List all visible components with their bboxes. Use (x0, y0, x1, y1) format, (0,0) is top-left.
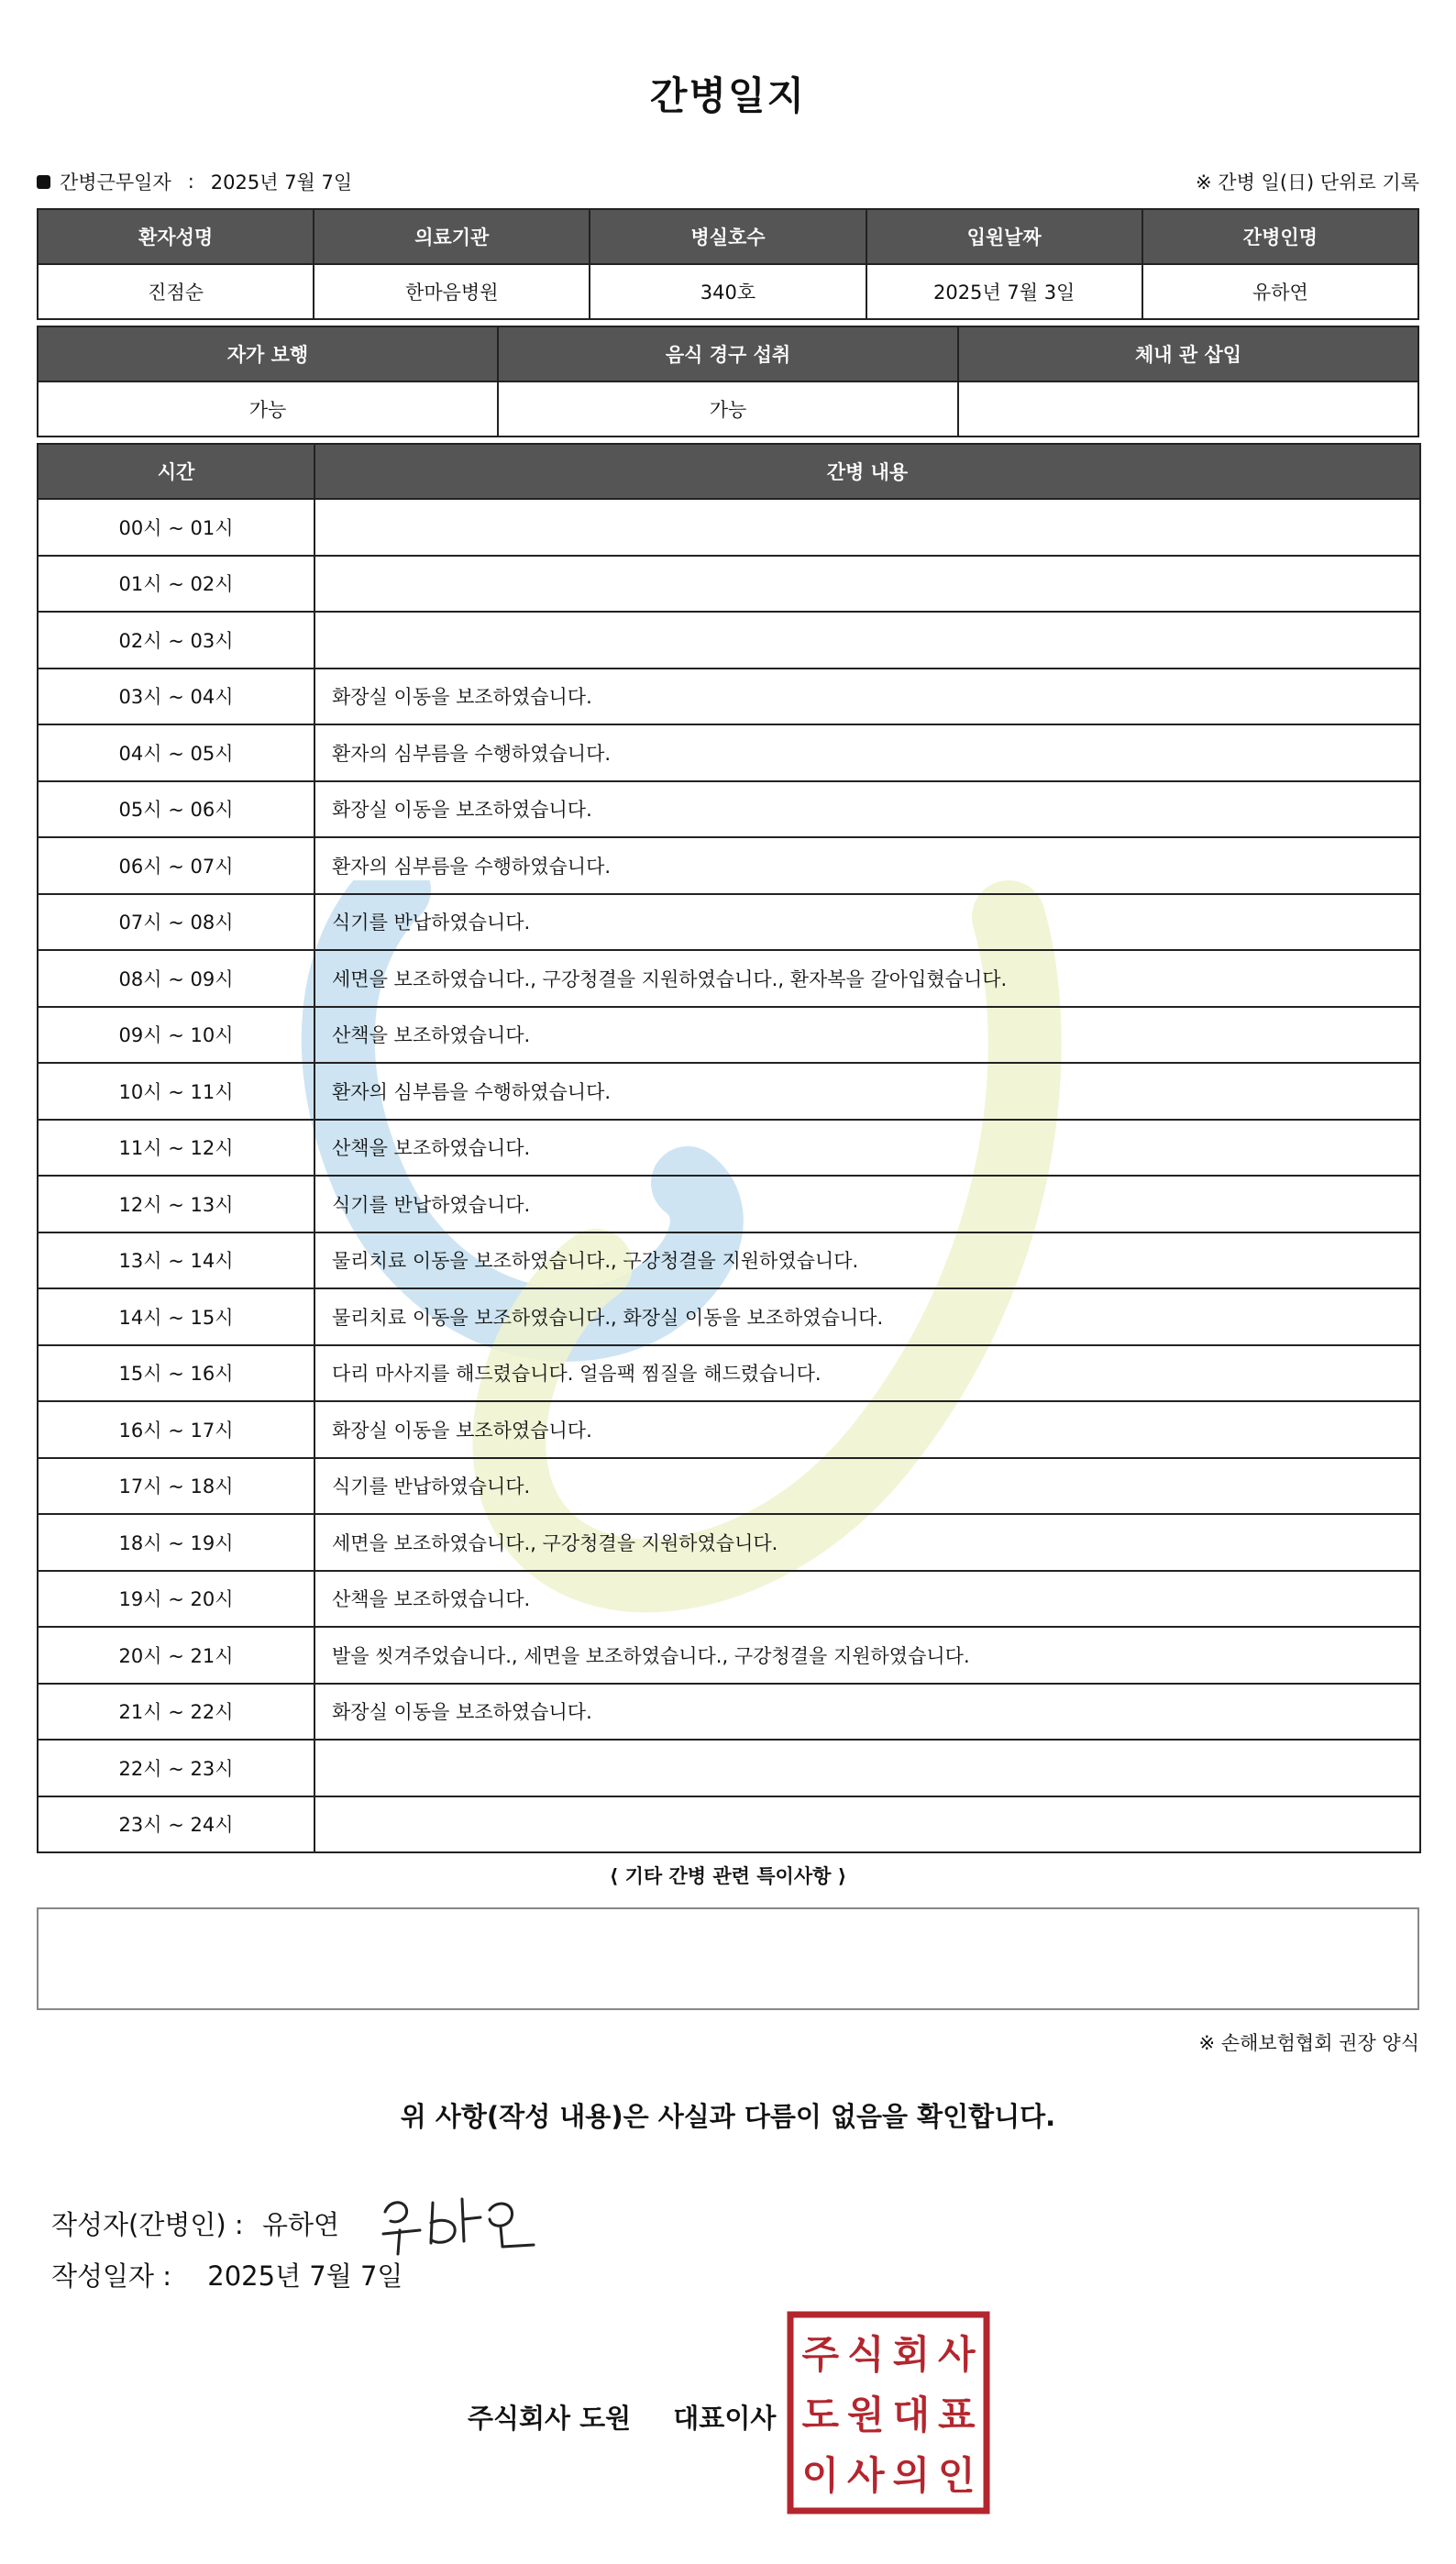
seal-char: 식 (846, 2332, 885, 2377)
seal-char: 대 (892, 2393, 931, 2437)
schedule-row (38, 1345, 1420, 1402)
schedule-time: 10시 ~ 11시 (38, 1063, 314, 1120)
schedule-row (38, 781, 1420, 838)
schedule-row (38, 499, 1420, 556)
confirmation-statement: 위 사항(작성 내용)은 사실과 다름이 없음을 확인합니다. (400, 2101, 1056, 2132)
schedule-time: 16시 ~ 17시 (38, 1401, 314, 1458)
schedule-content: 식기를 반납하였습니다. (314, 1176, 1420, 1232)
schedule-row (38, 1796, 1420, 1853)
schedule-time: 20시 ~ 21시 (38, 1627, 314, 1684)
schedule-time: 08시 ~ 09시 (38, 950, 314, 1007)
schedule-time: 23시 ~ 24시 (38, 1796, 314, 1853)
schedule-time: 05시 ~ 06시 (38, 781, 314, 838)
schedule-time: 03시 ~ 04시 (38, 669, 314, 725)
schedule-content: 식기를 반납하였습니다. (314, 1458, 1420, 1515)
schedule-row (38, 556, 1420, 613)
schedule-content: 식기를 반납하였습니다. (314, 894, 1420, 951)
schedule-content: 산책을 보조하였습니다. (314, 1571, 1420, 1628)
schedule-row (38, 1684, 1420, 1741)
tube-insertion (958, 381, 1418, 437)
schedule-content: 산책을 보조하였습니다. (314, 1007, 1420, 1064)
schedule-content: 화장실 이동을 보조하였습니다. (314, 669, 1420, 725)
schedule-time: 17시 ~ 18시 (38, 1458, 314, 1515)
schedule-time: 18시 ~ 19시 (38, 1514, 314, 1571)
seal-char: 사 (846, 2453, 885, 2498)
schedule-time: 15시 ~ 16시 (38, 1345, 314, 1402)
header-patient-name: 환자성명 (38, 209, 314, 264)
schedule-time: 14시 ~ 15시 (38, 1288, 314, 1345)
schedule-time: 21시 ~ 22시 (38, 1684, 314, 1741)
writer-signature (372, 2186, 546, 2260)
schedule-row (38, 1458, 1420, 1515)
seal-char: 주 (801, 2332, 840, 2377)
care-schedule-table (37, 443, 1421, 1853)
header-admission-date: 입원날짜 (866, 209, 1142, 264)
schedule-time: 00시 ~ 01시 (38, 499, 314, 556)
written-date-row (51, 2256, 403, 2293)
schedule-time: 04시 ~ 05시 (38, 724, 314, 781)
schedule-time: 07시 ~ 08시 (38, 894, 314, 951)
company-row (468, 2398, 776, 2436)
caregiver-name: 유하연 (1142, 264, 1418, 319)
header-time: 시간 (38, 444, 314, 499)
representative-title: 대표이사 (673, 2403, 777, 2434)
schedule-content: 발을 씻겨주었습니다., 세면을 보조하였습니다., 구강청결을 지원하였습니다. (314, 1627, 1420, 1684)
company-name: 주식회사 도원 (468, 2403, 632, 2434)
schedule-row (38, 669, 1420, 725)
seal-char: 도 (801, 2393, 840, 2437)
patient-name: 진점순 (38, 264, 314, 319)
header-room: 병실호수 (590, 209, 866, 264)
room-number: 340호 (590, 264, 866, 319)
schedule-content: 환자의 심부름을 수행하였습니다. (314, 1063, 1420, 1120)
schedule-content: 물리치료 이동을 보조하였습니다., 화장실 이동을 보조하였습니다. (314, 1288, 1420, 1345)
schedule-row (38, 1401, 1420, 1458)
work-date (37, 163, 352, 200)
schedule-time: 01시 ~ 02시 (38, 556, 314, 613)
schedule-content: 환자의 심부름을 수행하였습니다. (314, 724, 1420, 781)
schedule-content: 다리 마사지를 해드렸습니다. 얼음팩 찜질을 해드렸습니다. (314, 1345, 1420, 1402)
schedule-row (38, 1627, 1420, 1684)
self-walking: 가능 (38, 381, 498, 437)
schedule-time: 13시 ~ 14시 (38, 1232, 314, 1289)
schedule-row (38, 894, 1420, 951)
header-hospital: 의료기관 (314, 209, 590, 264)
seal-char: 이 (801, 2453, 840, 2498)
seal-char: 인 (937, 2453, 976, 2498)
schedule-row (38, 1176, 1420, 1232)
header-caregiver: 간병인명 (1142, 209, 1418, 264)
schedule-time: 02시 ~ 03시 (38, 612, 314, 669)
schedule-content (314, 499, 1420, 556)
schedule-content: 화장실 이동을 보조하였습니다. (314, 1401, 1420, 1458)
schedule-row (38, 1288, 1420, 1345)
schedule-time: 11시 ~ 12시 (38, 1120, 314, 1177)
schedule-content (314, 1740, 1420, 1796)
form-footnote: ※ 손해보험협회 권장 양식 (1198, 2032, 1419, 2054)
special-notes-box (37, 1907, 1419, 2010)
schedule-content: 세면을 보조하였습니다., 구강청결을 지원하였습니다., 환자복을 갈아입혔습니다. (314, 950, 1420, 1007)
seal-char: 표 (937, 2393, 976, 2437)
written-date-value: 2025년 7월 7일 (207, 2260, 403, 2292)
schedule-content (314, 556, 1420, 613)
writer-label: 작성자(간병인) : (51, 2208, 244, 2240)
schedule-content (314, 1796, 1420, 1853)
seal-characters (798, 2322, 979, 2503)
writer-name: 유하연 (262, 2208, 340, 2240)
schedule-row (38, 837, 1420, 894)
hospital: 한마음병원 (314, 264, 590, 319)
schedule-row (38, 1007, 1420, 1064)
patient-info-table (37, 208, 1419, 320)
seal-char: 사 (937, 2332, 976, 2377)
seal-char: 원 (846, 2393, 885, 2437)
patient-status-table (37, 326, 1419, 437)
schedule-content: 환자의 심부름을 수행하였습니다. (314, 837, 1420, 894)
schedule-row (38, 1571, 1420, 1628)
admission-date: 2025년 7월 3일 (866, 264, 1142, 319)
schedule-content: 화장실 이동을 보조하였습니다. (314, 1684, 1420, 1741)
schedule-row (38, 950, 1420, 1007)
header-oral-intake: 음식 경구 섭취 (498, 326, 958, 381)
header-care-content: 간병 내용 (314, 444, 1420, 499)
schedule-time: 22시 ~ 23시 (38, 1740, 314, 1796)
schedule-time: 19시 ~ 20시 (38, 1571, 314, 1628)
work-date-value: 2025년 7월 7일 (210, 171, 353, 193)
schedule-content: 물리치료 이동을 보조하였습니다., 구강청결을 지원하였습니다. (314, 1232, 1420, 1289)
schedule-row (38, 724, 1420, 781)
schedule-row (38, 1514, 1420, 1571)
oral-intake: 가능 (498, 381, 958, 437)
bullet-square-icon (37, 175, 50, 189)
schedule-time: 12시 ~ 13시 (38, 1176, 314, 1232)
special-notes-title: ⟨ 기타 간병 관련 특이사항 ⟩ (609, 1865, 847, 1887)
writer-row (51, 2186, 546, 2260)
header-self-walking: 자가 보행 (38, 326, 498, 381)
header-tube-insertion: 체내 관 삽입 (958, 326, 1418, 381)
schedule-time: 06시 ~ 07시 (38, 837, 314, 894)
schedule-content: 세면을 보조하였습니다., 구강청결을 지원하였습니다. (314, 1514, 1420, 1571)
record-unit-note: ※ 간병 일(日) 단위로 기록 (1196, 171, 1419, 193)
work-date-separator: : (187, 171, 194, 193)
schedule-row (38, 612, 1420, 669)
schedule-time: 09시 ~ 10시 (38, 1007, 314, 1064)
schedule-content (314, 612, 1420, 669)
seal-char: 의 (892, 2453, 931, 2498)
document-title: 간병일지 (649, 73, 807, 118)
schedule-row (38, 1120, 1420, 1177)
schedule-row (38, 1063, 1420, 1120)
meta-row (37, 163, 1419, 200)
seal-char: 회 (892, 2332, 931, 2377)
written-date-label: 작성일자 : (51, 2260, 172, 2292)
schedule-row (38, 1232, 1420, 1289)
work-date-label: 간병근무일자 (60, 171, 171, 193)
schedule-row (38, 1740, 1420, 1796)
schedule-content: 산책을 보조하였습니다. (314, 1120, 1420, 1177)
schedule-content: 화장실 이동을 보조하였습니다. (314, 781, 1420, 838)
company-seal (787, 2311, 990, 2514)
